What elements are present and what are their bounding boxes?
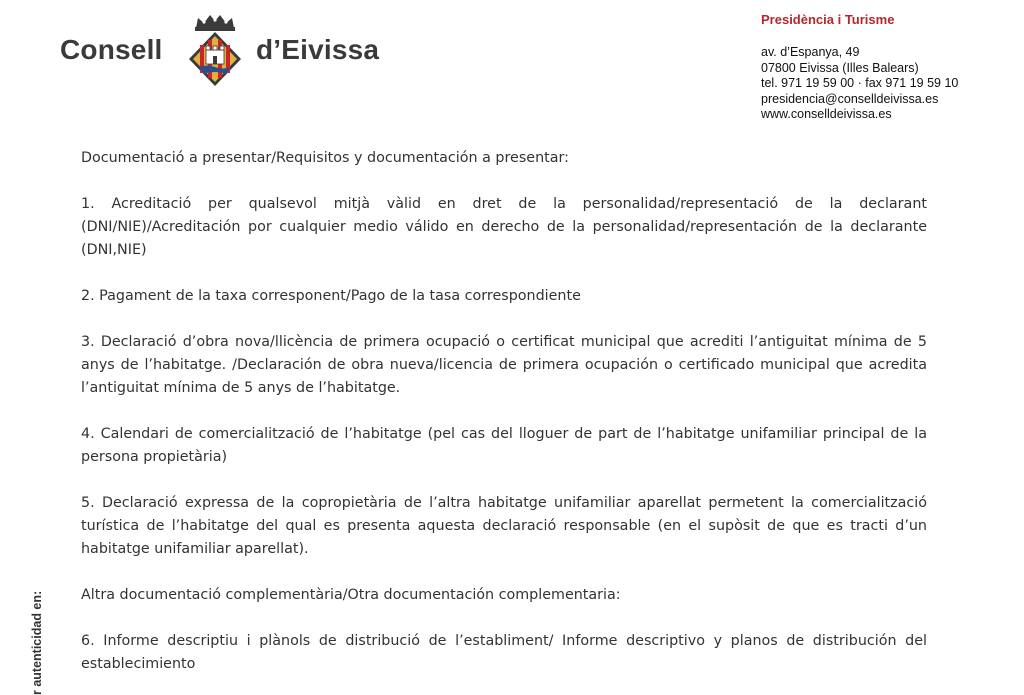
requirement-item-5: 5. Declaració expressa de la copropietària de l’altra habitatge unifamiliar aparellat permetent la comercialització turística de l’habitatge del qual es presenta aquesta declaració responsable (en el supòsit de que es tracti d’un habitatge unifamiliar aparellat). (81, 495, 927, 557)
address-website: www.conselldeivissa.es (761, 107, 892, 121)
requirement-item-1: 1. Acreditació per qualsevol mitjà vàlid en dret de la personalidad/representació de la declarant (DNI/NIE)/Acreditación por cualquier medio válido en derecho de la personalidad/representación de la declarante (DNI,NIE) (81, 196, 927, 258)
section-heading: Documentació a presentar/Requisitos y documentación a presentar: (81, 150, 569, 166)
contact-address-block (761, 45, 958, 123)
requirement-item-3: 3. Declaració d’obra nova/llicència de primera ocupació o certificat municipal que acrediti l’antiguitat mínima de 5 anys de l’habitatge. /Declaración de obra nueva/licencia de primera ocupación o certificado municipal que acredita l’antiguitat mínima de 5 anys de l’habitatge. (81, 334, 927, 396)
document-body (81, 147, 927, 695)
coat-of-arms-logo (186, 12, 244, 88)
address-street: av. d’Espanya, 49 (761, 45, 860, 59)
logo-text-eivissa: d’Eivissa (256, 34, 380, 65)
department-title: Presidència i Turisme (761, 12, 895, 27)
address-city: 07800 Eivissa (Illes Balears) (761, 60, 919, 75)
requirement-item-4: 4. Calendari de comercialització de l’habitatge (pel cas del lloguer de part de l’habitatge unifamiliar principal de la persona propietària) (81, 426, 927, 465)
side-margin-verification-text: r autenticidad en: (30, 590, 44, 695)
requirement-item-6: 6. Informe descriptiu i plànols de distribució de l’establiment/ Informe descriptivo y planos de distribución del establecimiento (81, 633, 927, 672)
crown-icon (195, 15, 235, 31)
requirement-item-2: 2. Pagament de la taxa corresponent/Pago de la tasa correspondiente (81, 288, 581, 304)
address-phone-fax: tel. 971 19 59 00 · fax 971 19 59 10 (761, 76, 959, 90)
address-email: presidencia@conselldeivissa.es (761, 91, 939, 106)
complementary-heading: Altra documentació complementària/Otra documentación complementaria: (81, 587, 621, 603)
logo-text-consell: Consell (60, 34, 163, 65)
